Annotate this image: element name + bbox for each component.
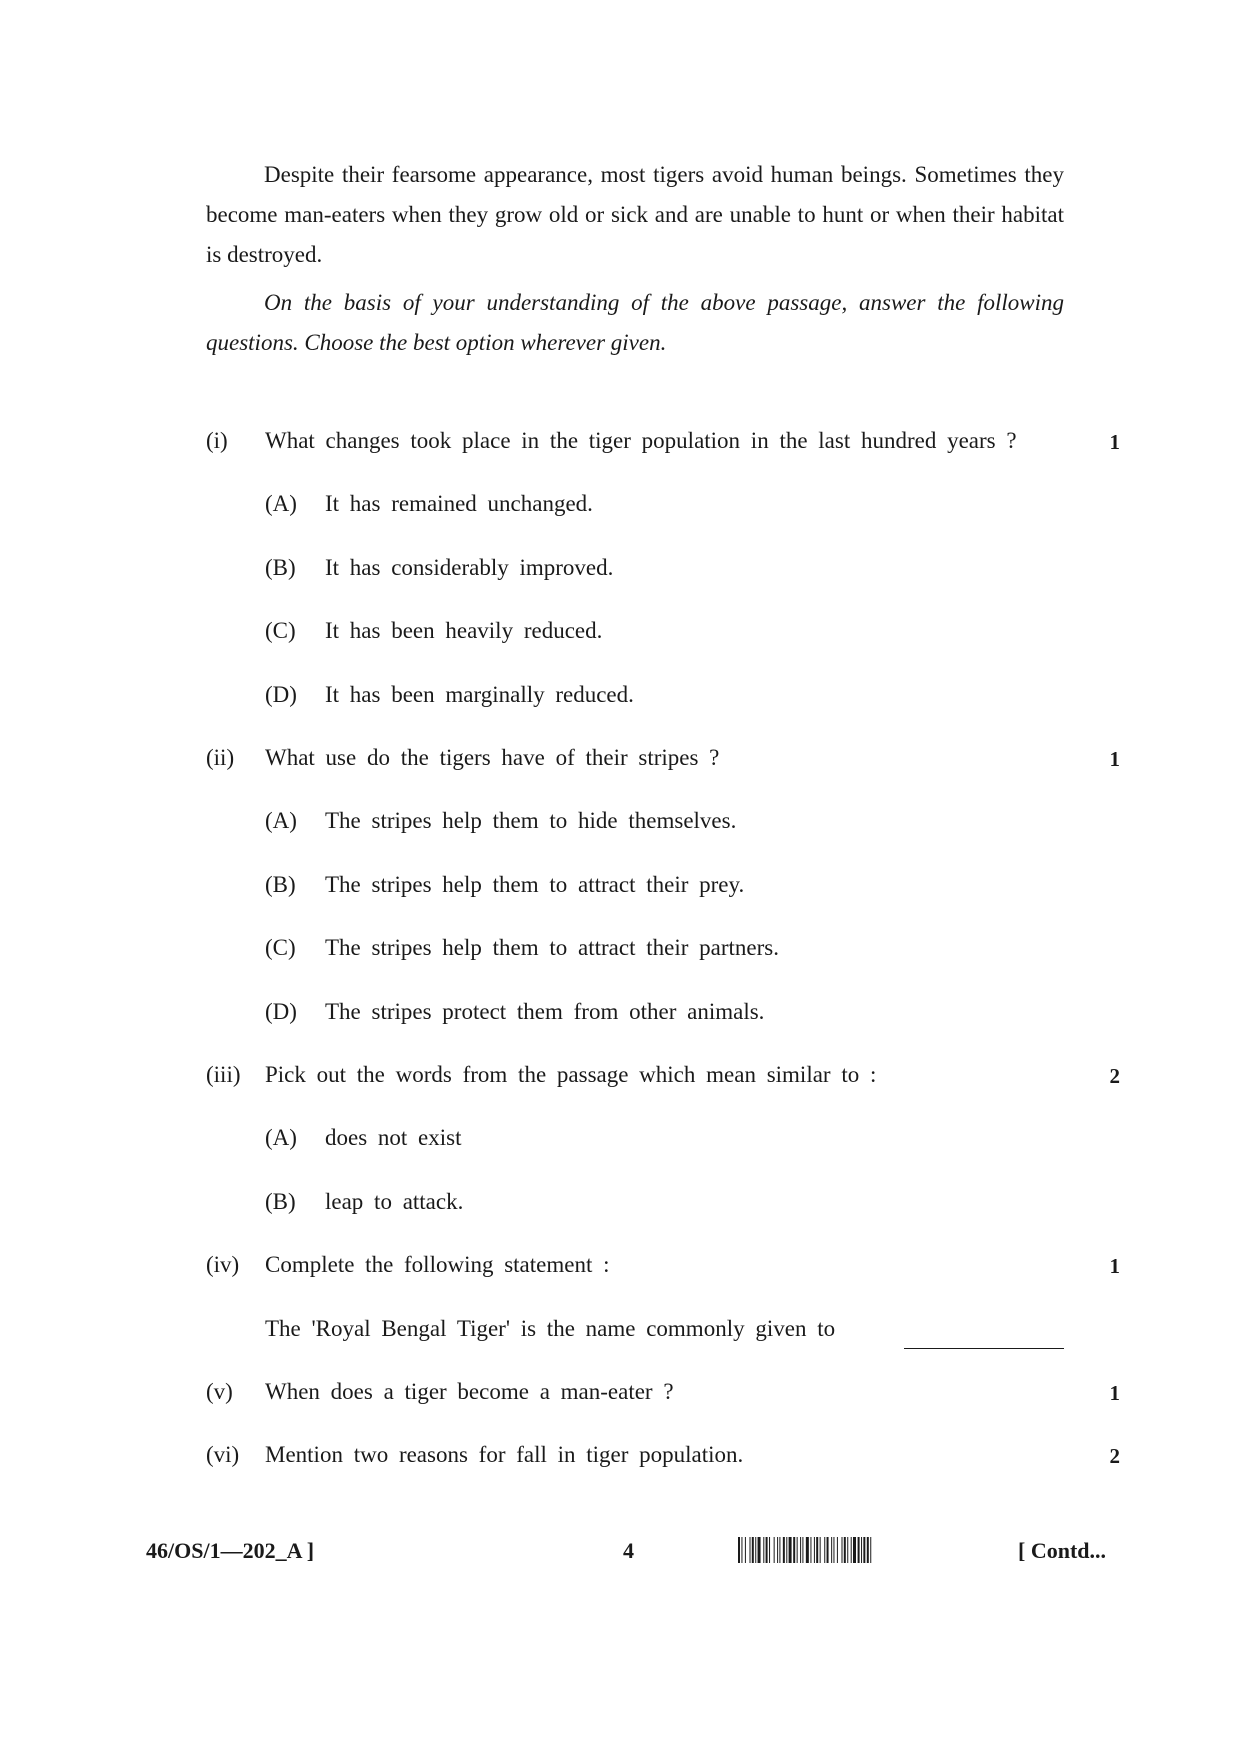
instruction-text: On the basis of your understanding of the above passage, answer the following questions. Choose the best option wherever given.: [206, 290, 1064, 355]
question-number: (vi): [206, 1442, 240, 1467]
option-label: (B): [265, 872, 296, 897]
continued-marker: [ Contd...: [1018, 1538, 1107, 1563]
option-text: leap to attack.: [325, 1189, 464, 1214]
question-marks: 1: [1109, 1254, 1120, 1278]
option-text: The stripes help them to attract their partners.: [325, 935, 779, 960]
question-marks: 2: [1109, 1444, 1120, 1468]
option-label: (A): [265, 808, 297, 833]
question-text: What use do the tigers have of their stripes ?: [265, 745, 720, 770]
option-text: does not exist: [325, 1125, 462, 1150]
question-number: (iii): [206, 1062, 241, 1087]
question-text: Mention two reasons for fall in tiger population.: [265, 1442, 744, 1467]
option-label: (C): [265, 618, 296, 643]
question-text: What changes took place in the tiger population in the last hundred years ?: [265, 428, 1017, 453]
option-text: The stripes protect them from other animals.: [325, 999, 765, 1024]
answer-blank-line: [904, 1348, 1064, 1349]
question-marks: 1: [1109, 747, 1120, 771]
option-label: (A): [265, 491, 297, 516]
fill-in-statement: The 'Royal Bengal Tiger' is the name commonly given to: [265, 1316, 836, 1341]
option-text: The stripes help them to attract their prey.: [325, 872, 745, 897]
question-marks: 2: [1109, 1064, 1120, 1088]
option-text: It has remained unchanged.: [325, 491, 593, 516]
option-text: It has been heavily reduced.: [325, 618, 603, 643]
question-number: (i): [206, 428, 228, 453]
option-label: (B): [265, 555, 296, 580]
question-text: Complete the following statement :: [265, 1252, 610, 1277]
option-text: It has been marginally reduced.: [325, 682, 634, 707]
question-marks: 1: [1109, 1381, 1120, 1405]
option-label: (D): [265, 682, 297, 707]
option-label: (B): [265, 1189, 296, 1214]
question-number: (v): [206, 1379, 233, 1404]
barcode-graphic: [738, 1537, 1004, 1563]
option-text: The stripes help them to hide themselves.: [325, 808, 737, 833]
question-marks: 1: [1109, 430, 1120, 454]
page-number: 4: [623, 1538, 634, 1563]
question-text: When does a tiger become a man-eater ?: [265, 1379, 674, 1404]
question-number: (iv): [206, 1252, 240, 1277]
option-label: (D): [265, 999, 297, 1024]
option-text: It has considerably improved.: [325, 555, 614, 580]
paper-code: 46/OS/1—202_A ]: [146, 1538, 315, 1563]
question-text: Pick out the words from the passage which mean similar to :: [265, 1062, 877, 1087]
question-number: (ii): [206, 745, 235, 770]
passage-paragraph: Despite their fearsome appearance, most tigers avoid human beings. Sometimes they become man-eaters when they grow old or sick and are unable to hunt or when their habitat is destroyed.: [206, 162, 1064, 267]
option-label: (C): [265, 935, 296, 960]
option-label: (A): [265, 1125, 297, 1150]
